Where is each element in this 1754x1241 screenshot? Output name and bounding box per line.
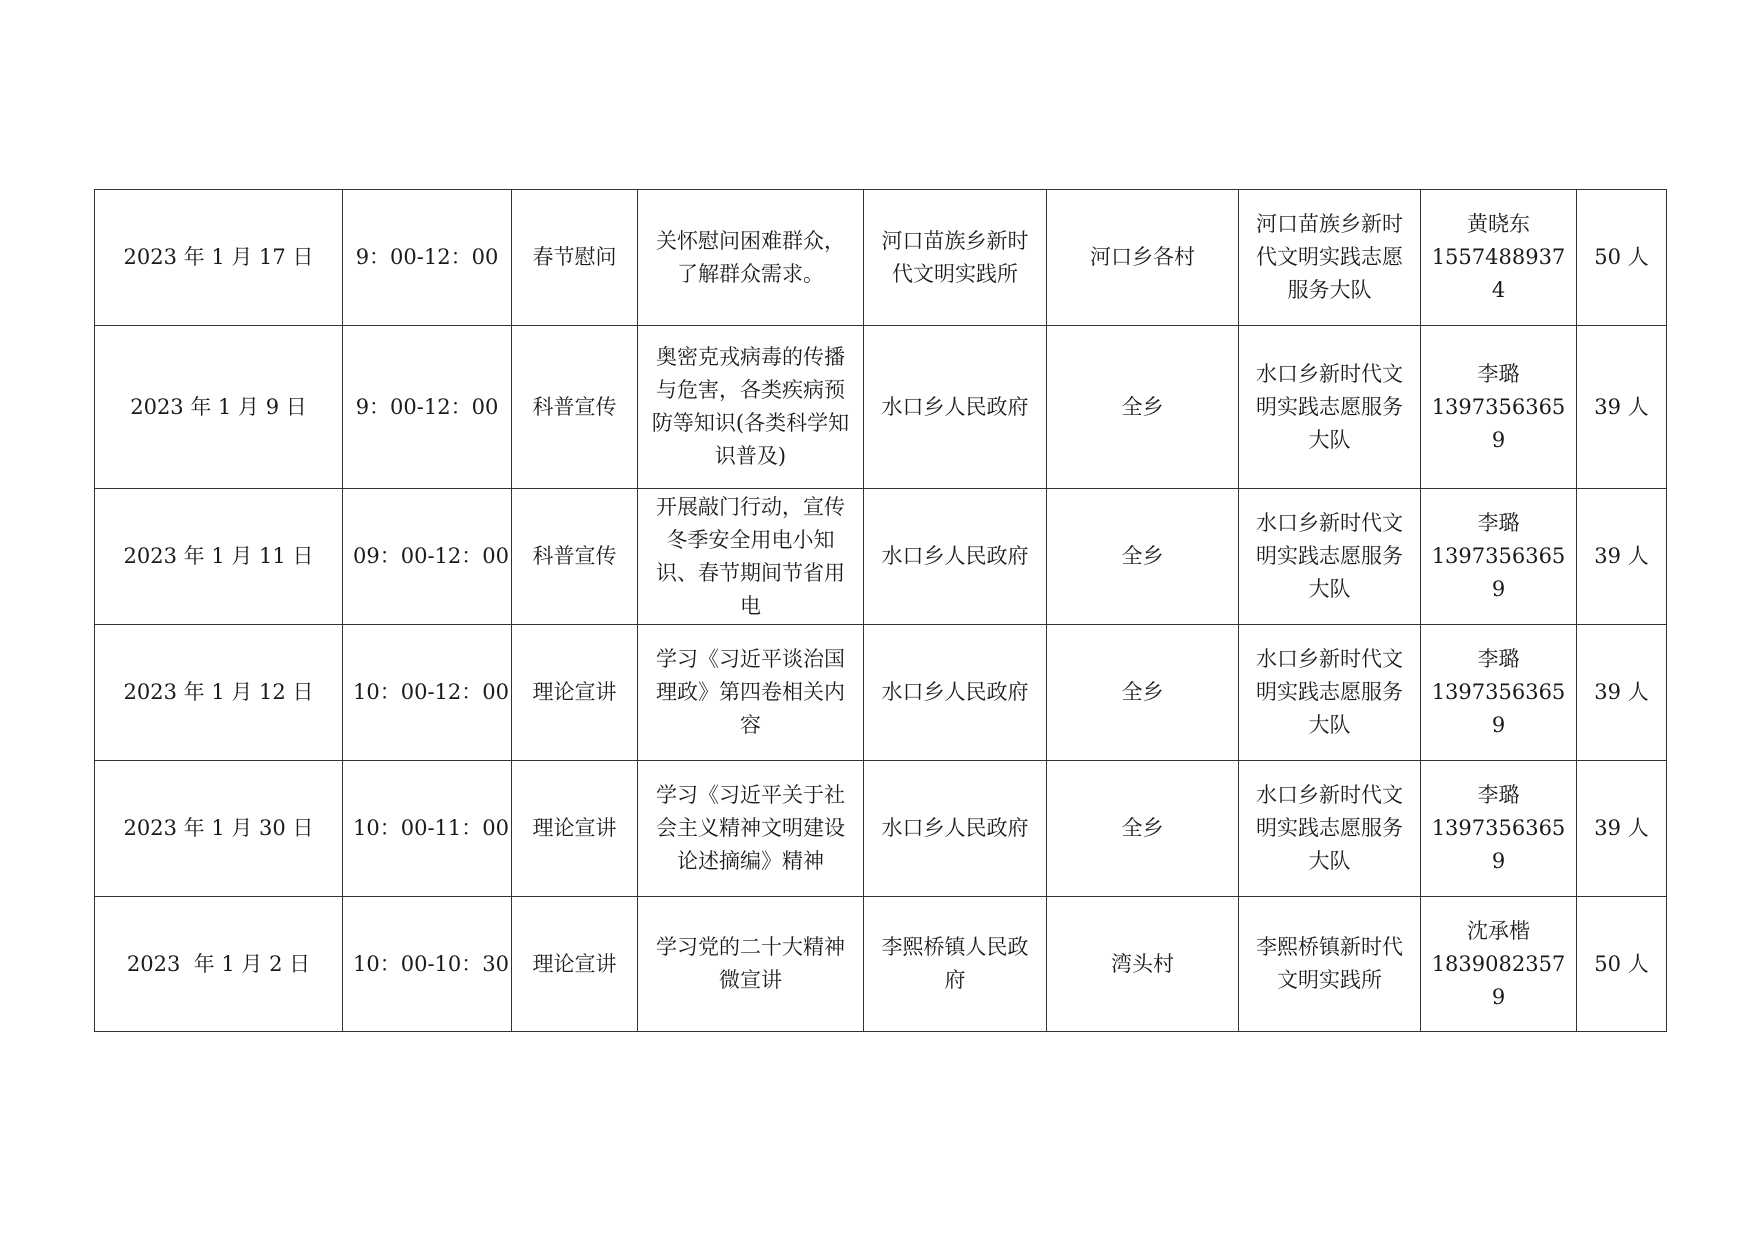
- participant-count-cell: 50 人: [1577, 897, 1667, 1032]
- contact-cell: [1421, 489, 1577, 625]
- date-cell: 2023 年 1 月 9 日: [95, 326, 343, 489]
- date-cell: 2023 年 1 月 12 日: [95, 625, 343, 761]
- activity-schedule-table: [94, 189, 1667, 1032]
- location-cell: 全乡: [1047, 625, 1239, 761]
- organizer-cell: 水口乡人民政府: [864, 761, 1047, 897]
- activity-content-cell: 开展敲门行动，宣传冬季安全用电小知识、春节期间节省用电: [638, 489, 864, 625]
- contact-cell: [1421, 897, 1577, 1032]
- contact-phone: 18390823579: [1431, 951, 1566, 1009]
- contact-phone: 13973563659: [1431, 544, 1566, 601]
- time-cell: 09：00-12：00: [343, 489, 512, 625]
- table-row: [95, 897, 1667, 1032]
- activity-type-cell: 科普宣传: [512, 489, 638, 625]
- activity-type-cell: 春节慰问: [512, 190, 638, 326]
- activity-type-cell: 理论宣讲: [512, 625, 638, 761]
- contact-phone: 13973563659: [1431, 680, 1566, 737]
- location-cell: 全乡: [1047, 326, 1239, 489]
- location-cell: 河口乡各村: [1047, 190, 1239, 326]
- activity-type-cell: 理论宣讲: [512, 897, 638, 1032]
- participant-count-cell: 39 人: [1577, 625, 1667, 761]
- contact-phone: 15574889374: [1431, 245, 1566, 302]
- time-cell: 10：00-12：00: [343, 625, 512, 761]
- table-row: [95, 761, 1667, 897]
- location-cell: 湾头村: [1047, 897, 1239, 1032]
- activity-content-cell: 关怀慰问困难群众，了解群众需求。: [638, 190, 864, 326]
- participant-count-cell: 39 人: [1577, 489, 1667, 625]
- contact-name: 李璐: [1477, 511, 1520, 535]
- contact-cell: [1421, 326, 1577, 489]
- time-cell: 9：00-12：00: [343, 326, 512, 489]
- time-cell: 10：00-11：00: [343, 761, 512, 897]
- activity-content-cell: 学习党的二十大精神 微宣讲: [638, 897, 864, 1032]
- volunteer-team-cell: 水口乡新时代文明实践志愿服务大队: [1239, 326, 1421, 489]
- contact-cell: [1421, 625, 1577, 761]
- activity-content-cell: 学习《习近平关于社会主义精神文明建设论述摘编》精神: [638, 761, 864, 897]
- volunteer-team-cell: 李熙桥镇新时代文明实践所: [1239, 897, 1421, 1032]
- activity-type-cell: 科普宣传: [512, 326, 638, 489]
- location-cell: 全乡: [1047, 761, 1239, 897]
- time-cell: 10：00-10：30: [343, 897, 512, 1032]
- table-row: [95, 489, 1667, 625]
- organizer-cell: 李熙桥镇人民政府: [864, 897, 1047, 1032]
- volunteer-team-cell: 水口乡新时代文明实践志愿服务大队: [1239, 761, 1421, 897]
- table-row: [95, 190, 1667, 326]
- organizer-cell: 河口苗族乡新时代文明实践所: [864, 190, 1047, 326]
- organizer-cell: 水口乡人民政府: [864, 625, 1047, 761]
- activity-content-cell: 奥密克戎病毒的传播与危害，各类疾病预防等知识(各类科学知识普及): [638, 326, 864, 489]
- table-row: [95, 625, 1667, 761]
- volunteer-team-cell: 水口乡新时代文明实践志愿服务大队: [1239, 625, 1421, 761]
- date-cell: 2023 年 1 月 11 日: [95, 489, 343, 625]
- date-cell: 2023 年 1 月 2 日: [95, 897, 343, 1032]
- contact-phone: 13973563659: [1431, 394, 1566, 452]
- contact-phone: 13973563659: [1431, 816, 1566, 873]
- contact-name: 沈承楷: [1467, 918, 1530, 943]
- volunteer-team-cell: 水口乡新时代文明实践志愿服务大队: [1239, 489, 1421, 625]
- organizer-cell: 水口乡人民政府: [864, 489, 1047, 625]
- contact-name: 李璐: [1477, 647, 1520, 671]
- contact-name: 李璐: [1477, 361, 1520, 386]
- time-cell: 9：00-12：00: [343, 190, 512, 326]
- activity-content-cell: 学习《习近平谈治国理政》第四卷相关内容: [638, 625, 864, 761]
- participant-count-cell: 39 人: [1577, 761, 1667, 897]
- contact-name: 李璐: [1477, 783, 1520, 807]
- organizer-cell: 水口乡人民政府: [864, 326, 1047, 489]
- volunteer-team-cell: 河口苗族乡新时代文明实践志愿服务大队: [1239, 190, 1421, 326]
- date-cell: 2023 年 1 月 17 日: [95, 190, 343, 326]
- contact-name: 黄晓东: [1467, 212, 1530, 236]
- participant-count-cell: 50 人: [1577, 190, 1667, 326]
- contact-cell: [1421, 761, 1577, 897]
- contact-cell: [1421, 190, 1577, 326]
- table-row: [95, 326, 1667, 489]
- location-cell: 全乡: [1047, 489, 1239, 625]
- activity-type-cell: 理论宣讲: [512, 761, 638, 897]
- date-cell: 2023 年 1 月 30 日: [95, 761, 343, 897]
- participant-count-cell: 39 人: [1577, 326, 1667, 489]
